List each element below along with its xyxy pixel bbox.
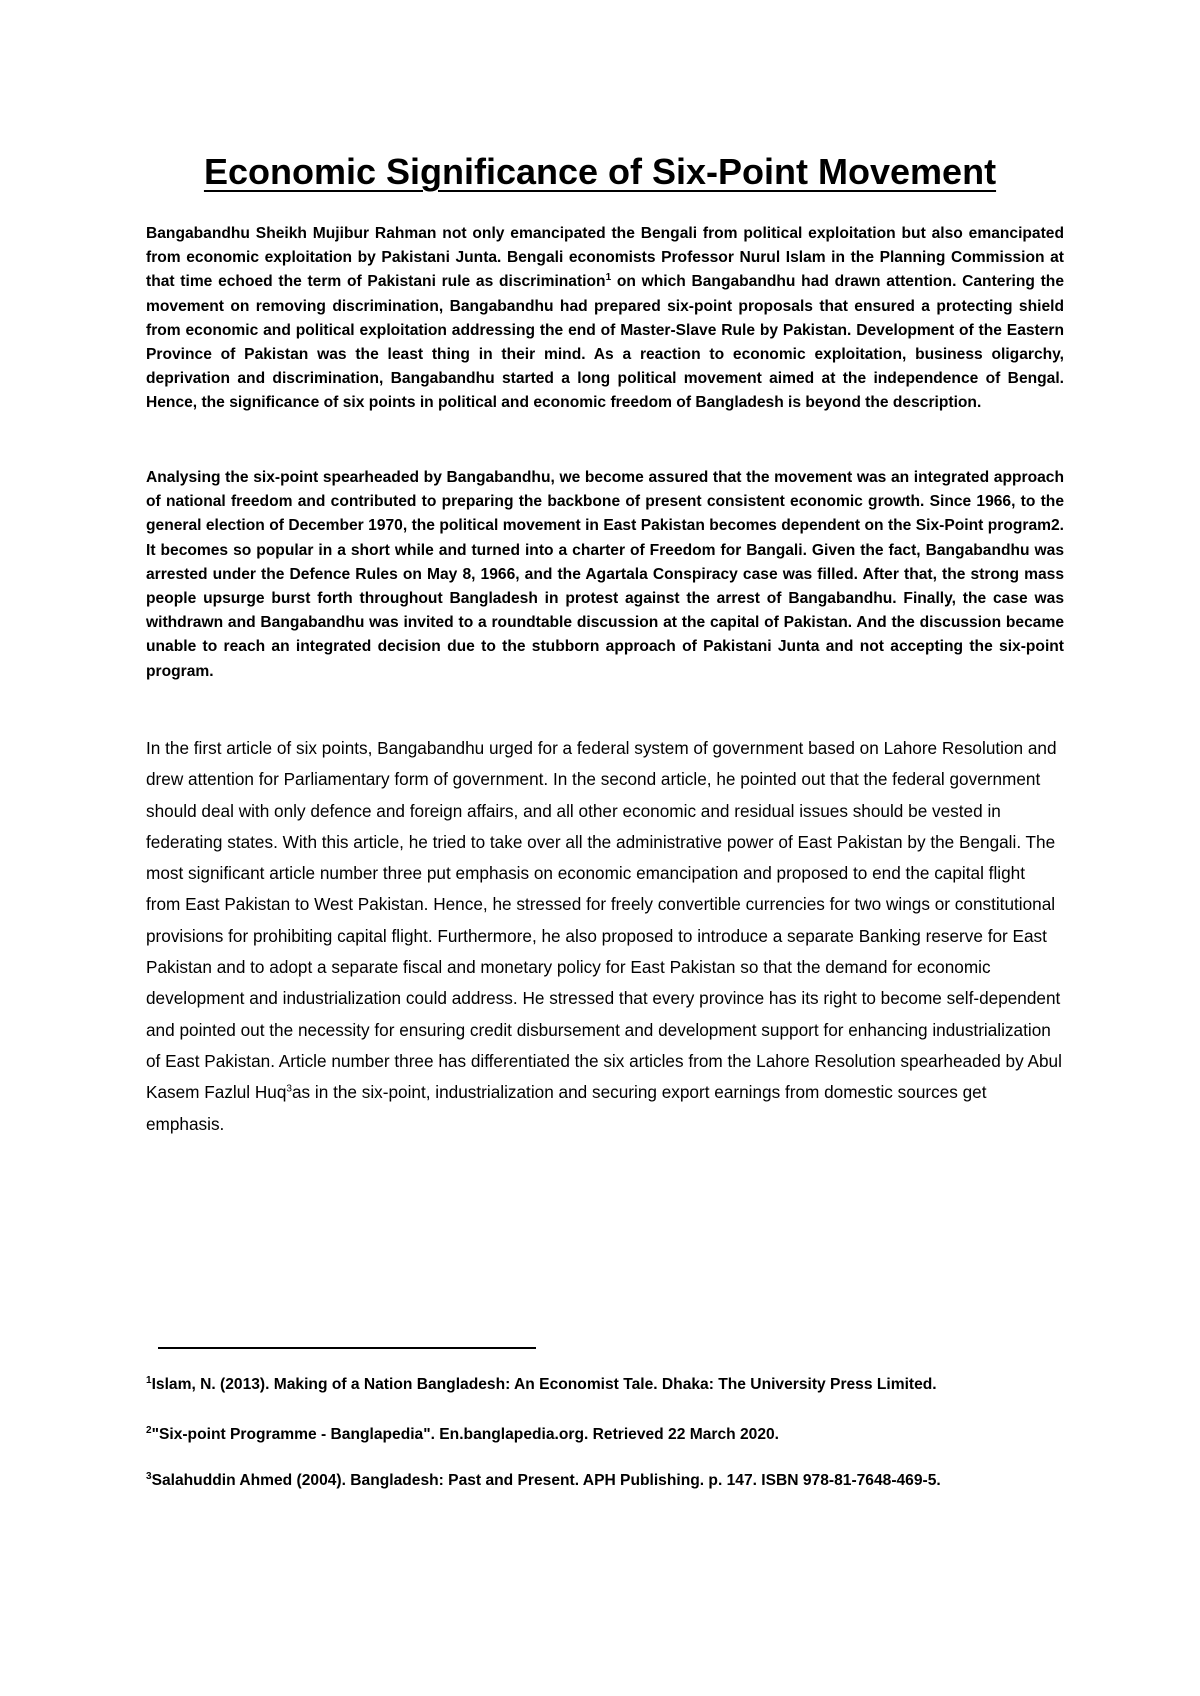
paragraph-analysis: Analysing the six-point spearheaded by Bangabandhu, we become assured that the movement was an integrated approach of national freedom and contributed to preparing the backbone of present consistent economic growth. Since 1966, to the general election of December 1970, the political movement in East Pakistan becomes dependent on the Six-Point program2. It becomes so popular in a short while and turned into a charter of Freedom for Bangali. Given the fact, Bangabandhu was arrested under the Defence Rules on May 8, 1966, and the Agartala Conspiracy case was filled. After that, the strong mass people upsurge burst forth throughout Bangladesh in protest against the arrest of Bangabandhu. Finally, the case was withdrawn and Bangabandhu was invited to a roundtable discussion at the capital of Pakistan. And the discussion became unable to reach an integrated decision due to the stubborn approach of Pakistani Junta and not accepting the six-point program.: [146, 469, 1064, 680]
page-title: Economic Significance of Six-Point Movement: [203, 151, 997, 192]
footnote-reference: 3: [286, 1083, 292, 1095]
footnote-text: Islam, N. (2013). Making of a Nation Bangladesh: An Economist Tale. Dhaka: The University Press Limited.: [151, 1376, 937, 1393]
paragraph-intro-text: Bangabandhu Sheikh Mujibur Rahman not only emancipated the Bengali from political exploitation but also emancipated from economic exploitation by Pakistani Junta. Bengali economists Professor Nurul Islam in the Planning Commission at that time echoed the term of Pakistani rule as discrimination: [146, 225, 1064, 291]
footnote-marker: 2: [146, 1424, 152, 1436]
footnote-item: [146, 1471, 1064, 1491]
footnote-text: "Six-point Programme - Banglapedia". En.banglapedia.org. Retrieved 22 March 2020.: [151, 1426, 780, 1443]
paragraph-articles-text-continued: as in the six-point, industrialization and securing export earnings from domestic sources get emphasis.: [146, 1082, 987, 1134]
footnote-item: [146, 1375, 1064, 1395]
footnote-separator: [158, 1347, 536, 1349]
footnote-marker: 3: [146, 1470, 152, 1482]
footnote-item: [146, 1425, 1064, 1445]
footnote-reference: 1: [605, 272, 612, 284]
paragraph-articles: [146, 733, 1064, 1140]
paragraph-intro: [146, 222, 1064, 416]
footnote-marker: 1: [146, 1374, 152, 1386]
footnote-text: Salahuddin Ahmed (2004). Bangladesh: Past and Present. APH Publishing. p. 147. ISBN 978-81-7648-469-5.: [151, 1472, 941, 1489]
paragraph-articles-text: In the first article of six points, Bangabandhu urged for a federal system of government based on Lahore Resolution and drew attention for Parliamentary form of government. In the second article, he pointed out that the federal government should deal with only defence and foreign affairs, and all other economic and residual issues should be vested in federating states. With this article, he tried to take over all the administrative power of East Pakistan by the Bengali. The most significant article number three put emphasis on economic emancipation and proposed to end the capital flight from East Pakistan to West Pakistan. Hence, he stressed for freely convertible currencies for two wings or constitutional provisions for prohibiting capital flight. Furthermore, he also proposed to introduce a separate Banking reserve for East Pakistan and to adopt a separate fiscal and monetary policy for East Pakistan so that the demand for economic development and industrialization could address. He stressed that every province has its right to become self-dependent and pointed out the necessity for ensuring credit disbursement and development support for enhancing industrialization of East Pakistan. Article number three has differentiated the six articles from the Lahore Resolution spearheaded by Abul Kasem Fazlul Huq: [146, 738, 1062, 1103]
paragraph-intro-text-continued: on which Bangabandhu had drawn attention. Cantering the movement on removing discrimination, Bangabandhu had prepared six-point proposals that ensured a protecting shield from economic and political exploitation addressing the end of Master-Slave Rule by Pakistan. Development of the Eastern Province of Pakistan was the least thing in their mind. As a reaction to economic exploitation, business oligarchy, deprivation and discrimination, Bangabandhu started a long political movement aimed at the independence of Bengal. Hence, the significance of six points in political and economic freedom of Bangladesh is beyond the description.: [146, 273, 1064, 412]
